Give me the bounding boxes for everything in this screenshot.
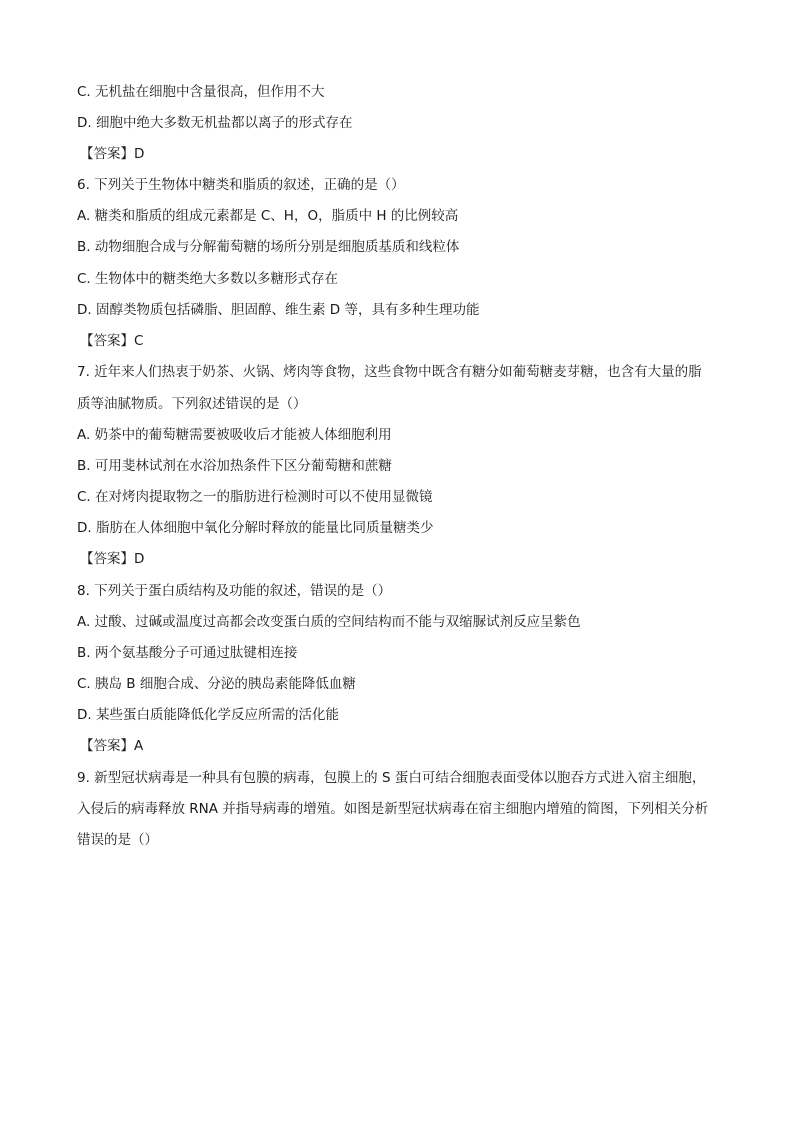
q5-option-d: D. 细胞中绝大多数无机盐都以离子的形式存在 xyxy=(77,115,353,131)
q7-option-a: A. 奶茶中的葡萄糖需要被吸收后才能被人体细胞利用 xyxy=(77,427,392,443)
q6-answer: 【答案】C xyxy=(80,333,144,349)
q9-stem-line-3: 错误的是（） xyxy=(77,832,158,848)
q5-option-c: C. 无机盐在细胞中含量很高，但作用不大 xyxy=(77,84,325,100)
q8-option-b: B. 两个氨基酸分子可通过肽键相连接 xyxy=(77,645,298,661)
q6-option-d: D. 固醇类物质包括磷脂、胆固醇、维生素 D 等，具有多种生理功能 xyxy=(77,302,480,318)
q6-stem: 6. 下列关于生物体中糖类和脂质的叙述，正确的是（） xyxy=(77,177,405,193)
q9-stem-line-2: 入侵后的病毒释放 RNA 并指导病毒的增殖。如图是新型冠状病毒在宿主细胞内增殖的简图，下列相关分析 xyxy=(77,801,709,817)
q6-option-c: C. 生物体中的糖类绝大多数以多糖形式存在 xyxy=(77,271,339,287)
q6-option-b: B. 动物细胞合成与分解葡萄糖的场所分别是细胞质基质和线粒体 xyxy=(77,239,460,255)
q7-option-b: B. 可用斐林试剂在水浴加热条件下区分葡萄糖和蔗糖 xyxy=(77,458,392,474)
q7-option-d: D. 脂肪在人体细胞中氧化分解时释放的能量比同质量糖类少 xyxy=(77,520,434,536)
q7-answer: 【答案】D xyxy=(80,551,145,567)
q7-option-c: C. 在对烤肉提取物之一的脂肪进行检测时可以不使用显微镜 xyxy=(77,489,433,505)
q8-stem: 8. 下列关于蛋白质结构及功能的叙述，错误的是（） xyxy=(77,583,392,599)
q8-option-d: D. 某些蛋白质能降低化学反应所需的活化能 xyxy=(77,707,339,723)
q5-answer: 【答案】D xyxy=(80,146,145,162)
q7-stem-line-2: 质等油腻物质。下列叙述错误的是（） xyxy=(77,396,307,412)
q8-option-a: A. 过酸、过碱或温度过高都会改变蛋白质的空间结构而不能与双缩脲试剂反应呈紫色 xyxy=(77,614,581,630)
q9-stem-line-1: 9. 新型冠状病毒是一种具有包膜的病毒，包膜上的 S 蛋白可结合细胞表面受体以胞吞方式进入宿主细胞， xyxy=(77,770,706,786)
q8-option-c: C. 胰岛 B 细胞合成、分泌的胰岛素能降低血糖 xyxy=(77,676,356,692)
q6-option-a: A. 糖类和脂质的组成元素都是 C、H，O，脂质中 H 的比例较高 xyxy=(77,208,459,224)
q7-stem-line-1: 7. 近年来人们热衷于奶茶、火锅、烤肉等食物，这些食物中既含有糖分如葡萄糖麦芽糖，也含有大量的脂 xyxy=(77,364,702,380)
q8-answer: 【答案】A xyxy=(80,738,144,754)
